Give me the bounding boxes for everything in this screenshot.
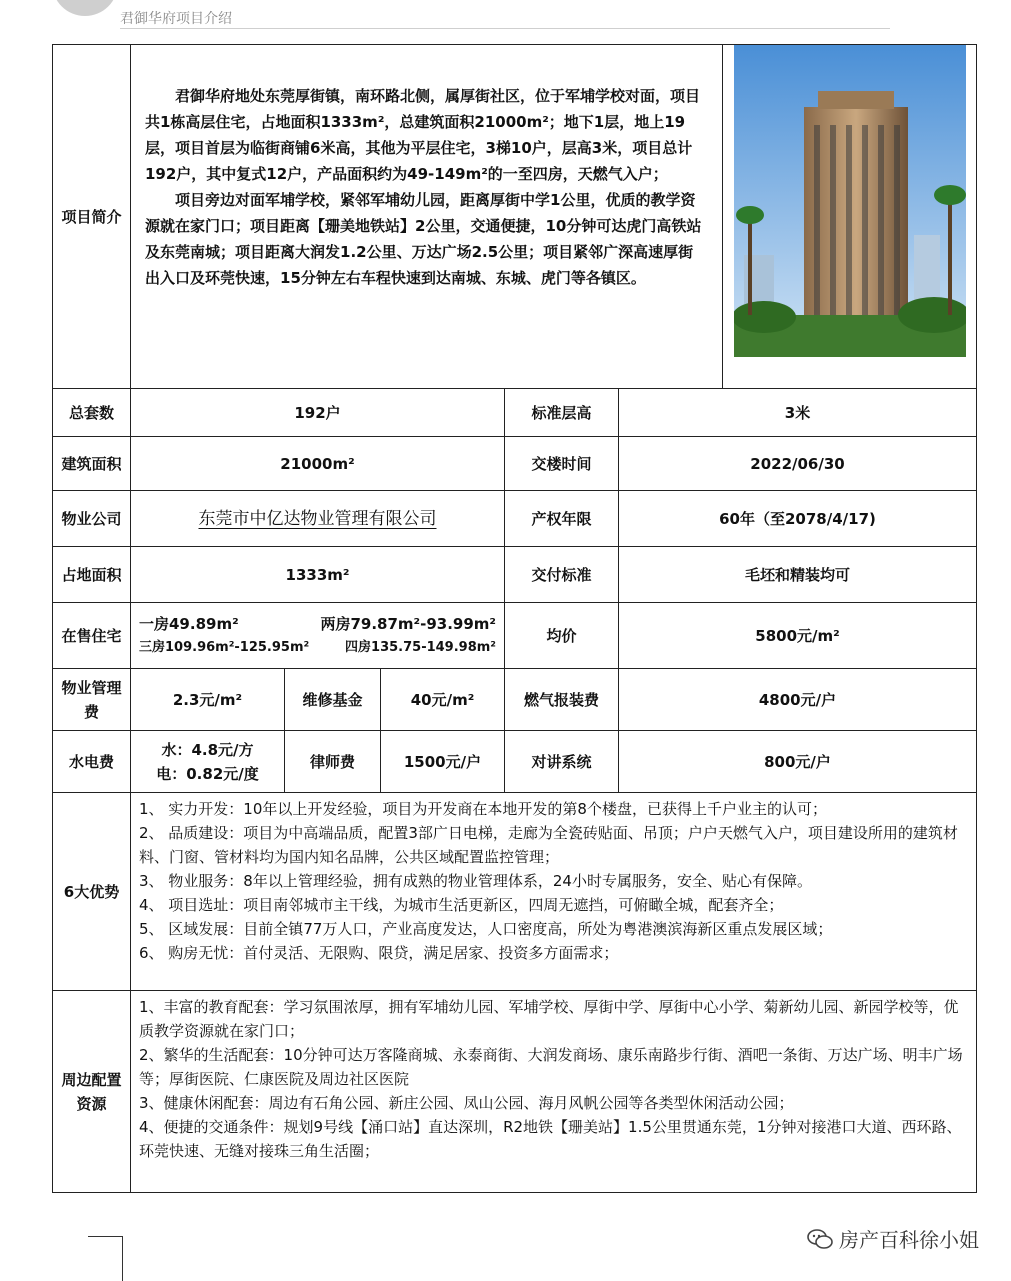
on-sale-one-room: 一房49.89m² <box>139 614 239 633</box>
land-area-label: 占地面积 <box>53 547 131 603</box>
intro-paragraph-2: 项目旁边对面军埔学校，紧邻军埔幼儿园，距离厚街中学1公里，优质的教学资源就在家门口；项目距离【珊美地铁站】2公里，交通便捷，10分钟可达虎门高铁站及东莞南城；项目距离大润发1.2公里、万达广场2.5公里；项目紧邻广深高速厚街出入口及环莞快速，15分钟左右车程快速到达南城、东城、虎门等各镇区。 <box>145 191 702 287</box>
project-info-table <box>52 44 977 1193</box>
footer-brand-name: 房产百科徐小姐 <box>839 1228 979 1252</box>
on-sale-label: 在售住宅 <box>53 603 131 669</box>
advantage-item: 1、 实力开发：10年以上开发经验，项目为开发商在本地开发的第8个楼盘，已获得上千户业主的认可； <box>139 800 827 818</box>
delivery-standard-value: 毛坯和精装均可 <box>619 547 977 603</box>
land-area-value: 1333m² <box>131 547 505 603</box>
gas-label: 燃气报装费 <box>505 669 619 731</box>
ownership-value: 60年（至2078/4/17) <box>619 491 977 547</box>
avg-price-value: 5800元/m² <box>619 603 977 669</box>
surrounding-item: 1、丰富的教育配套：学习氛围浓厚，拥有军埔幼儿园、军埔学校、厚街中学、厚街中心小学、菊新幼儿园、新园学校等，优质教学资源就在家门口； <box>139 998 959 1040</box>
building-area-label: 建筑面积 <box>53 437 131 491</box>
document-header-title: 君御华府项目介绍 <box>120 11 232 27</box>
surroundings-list <box>131 991 977 1193</box>
utilities-label: 水电费 <box>53 731 131 793</box>
mgmt-fee-label: 物业管理费 <box>53 669 131 731</box>
water-fee: 水：4.8元/方 <box>161 740 254 759</box>
advantages-label: 6大优势 <box>53 793 131 991</box>
wechat-icon <box>807 1228 833 1250</box>
maintenance-value: 40元/m² <box>381 669 505 731</box>
delivery-time-value: 2022/06/30 <box>619 437 977 491</box>
delivery-standard-label: 交付标准 <box>505 547 619 603</box>
intro-content <box>131 45 723 389</box>
mgmt-fee-value: 2.3元/m² <box>131 669 285 731</box>
building-area-value: 21000m² <box>131 437 505 491</box>
on-sale-three-room: 三房109.96m²-125.95m² <box>139 639 310 655</box>
advantage-item: 5、 区域发展：目前全镇77万人口，产业高度发达，人口密度高，所处为粤港澳滨海新区重点发展区域； <box>139 920 833 938</box>
maintenance-label: 维修基金 <box>285 669 381 731</box>
intro-paragraph-1: 君御华府地处东莞厚街镇，南环路北侧，属厚街社区，位于军埔学校对面，项目共1栋高层住宅，占地面积1333m²，总建筑面积21000m²；地下1层，地上19层，项目首层为临街商铺6米高，其他为平层住宅，3梯10户，层高3米，项目总计192户，其中复式12户，产品面积约为49-149m²的一至四房，天燃气入户； <box>145 87 701 183</box>
corner-decoration <box>52 0 118 16</box>
advantage-item: 2、 品质建设：项目为中高端品质，配置3部广日电梯，走廊为全瓷砖贴面、吊顶；户户天燃气入户，项目建设所用的建筑材料、门窗、管材料均为国内知名品牌，公共区域配置监控管理； <box>139 824 958 866</box>
surrounding-item: 2、繁华的生活配套：10分钟可达万客隆商城、永泰商街、大润发商场、康乐南路步行街、酒吧一条街、万达广场、明丰广场等；厚街医院、仁康医院及周边社区医院 <box>139 1046 963 1088</box>
lawyer-value: 1500元/户 <box>381 731 505 793</box>
advantage-item: 4、 项目选址：项目南邻城市主干线，为城市生活更新区，四周无遮挡，可俯瞰全城，配套齐全； <box>139 896 784 914</box>
lawyer-label: 律师费 <box>285 731 381 793</box>
electric-fee: 电：0.82元/度 <box>156 764 259 783</box>
gas-value: 4800元/户 <box>619 669 977 731</box>
surrounding-item: 4、便捷的交通条件：规划9号线【涌口站】直达深圳，R2地铁【珊美站】1.5公里贯通东莞，1分钟对接港口大道、西环路、环莞快速、无缝对接珠三角生活圈； <box>139 1118 962 1160</box>
on-sale-four-room: 四房135.75-149.98m² <box>345 639 496 655</box>
header-divider <box>120 28 890 29</box>
ownership-label: 产权年限 <box>505 491 619 547</box>
building-rendering-image <box>734 45 966 357</box>
page-corner-mark <box>88 1236 123 1281</box>
on-sale-units <box>131 603 505 669</box>
property-company-value: 东莞市中亿达物业管理有限公司 <box>198 508 437 529</box>
floor-height-value: 3米 <box>619 389 977 437</box>
total-units-label: 总套数 <box>53 389 131 437</box>
total-units-value: 192户 <box>131 389 505 437</box>
advantages-list <box>131 793 977 991</box>
intercom-value: 800元/户 <box>619 731 977 793</box>
on-sale-two-room: 两房79.87m²-93.99m² <box>320 614 496 633</box>
footer-brand <box>807 1224 979 1253</box>
intercom-label: 对讲系统 <box>505 731 619 793</box>
advantage-item: 3、 物业服务：8年以上管理经验，拥有成熟的物业管理体系，24小时专属服务，安全、贴心有保障。 <box>139 872 812 890</box>
utilities-value <box>131 731 285 793</box>
avg-price-label: 均价 <box>505 603 619 669</box>
floor-height-label: 标准层高 <box>505 389 619 437</box>
surroundings-label: 周边配置资源 <box>53 991 131 1193</box>
delivery-time-label: 交楼时间 <box>505 437 619 491</box>
advantage-item: 6、 购房无忧：首付灵活、无限购、限贷，满足居家、投资多方面需求； <box>139 944 619 962</box>
property-company-label: 物业公司 <box>53 491 131 547</box>
surrounding-item: 3、健康休闲配套：周边有石角公园、新庄公园、凤山公园、海月风帆公园等各类型休闲活动公园； <box>139 1094 794 1112</box>
intro-label: 项目简介 <box>53 45 131 389</box>
building-photo-cell <box>723 45 977 389</box>
